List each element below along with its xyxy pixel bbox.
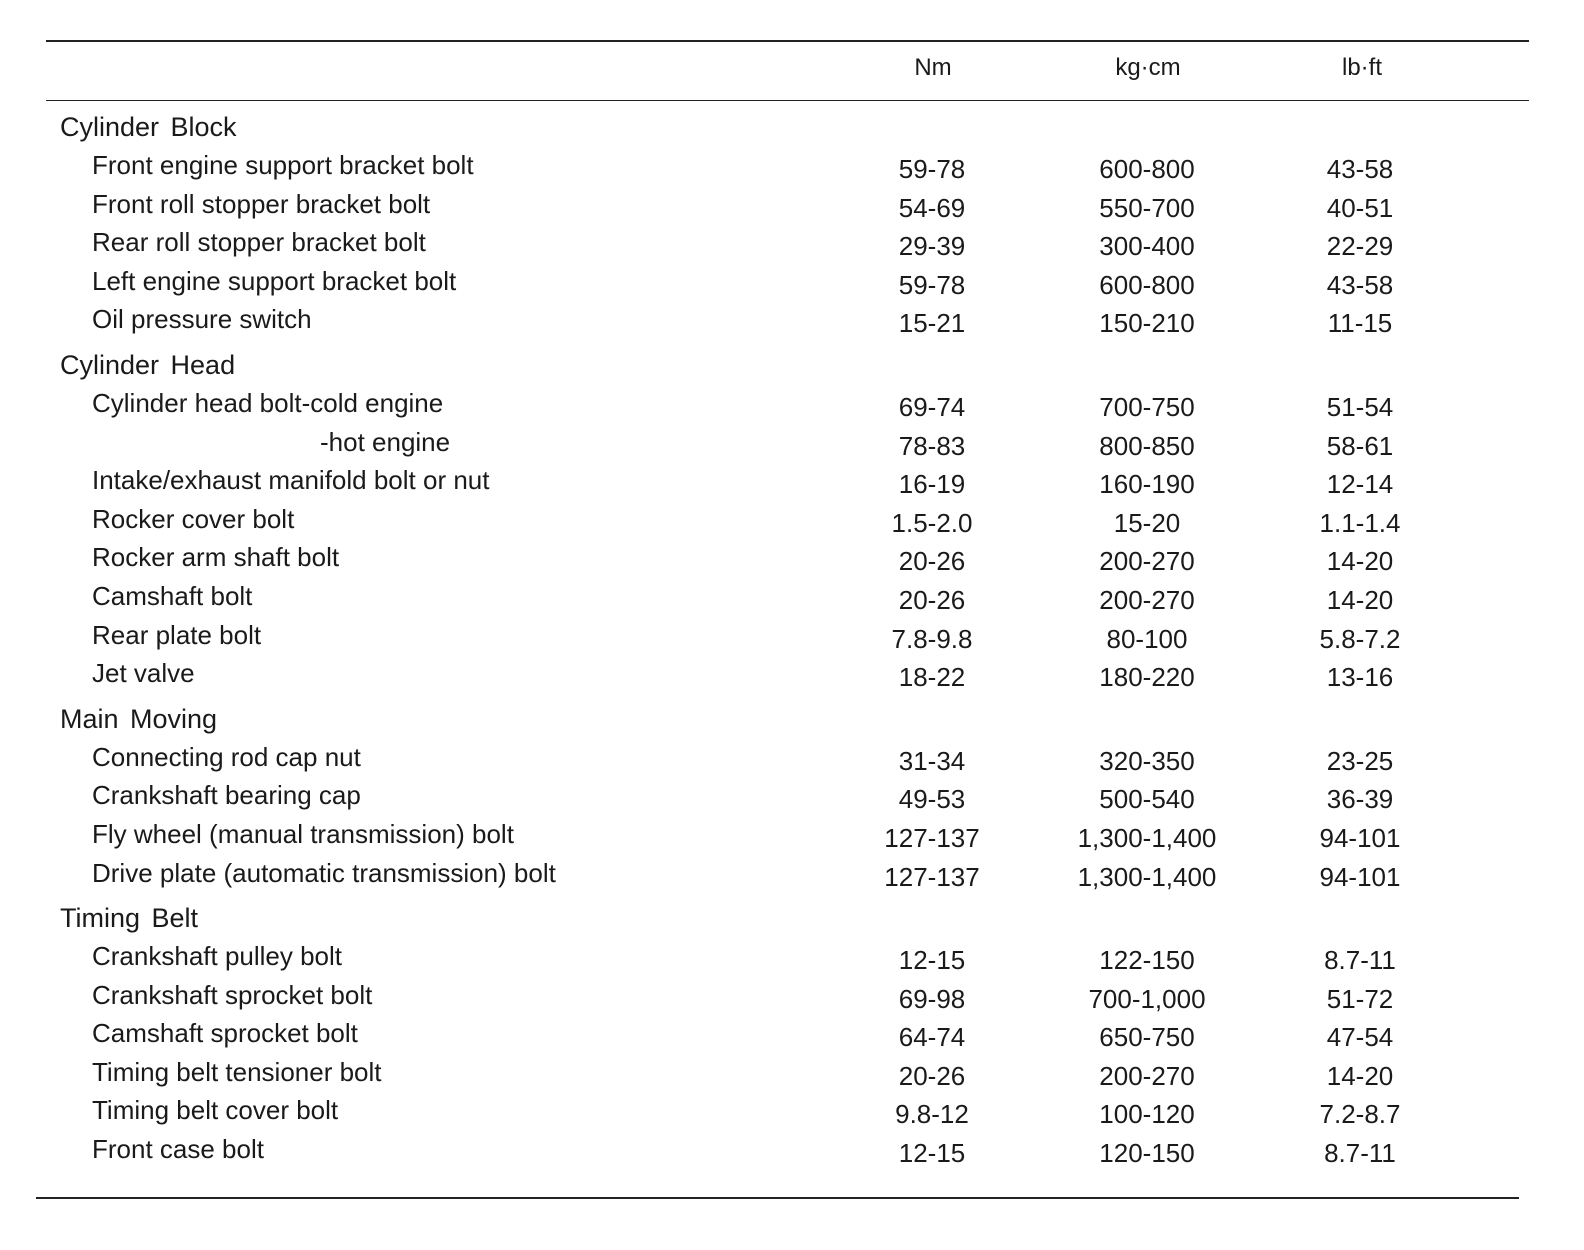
value-kgcm: 500-540 [1099,784,1195,815]
value-nm: 18-22 [898,662,966,693]
row-label: Front roll stopper bracket bolt [92,188,431,219]
row-label: Crankshaft bearing cap [92,780,361,811]
row-label: Left engine support bracket bolt [92,265,457,296]
value-kgcm: 120-150 [1099,1138,1195,1169]
table-row [0,616,1584,655]
row-label: Rocker arm shaft bolt [92,542,340,573]
value-kgcm: 1,300-1,400 [1077,861,1217,892]
table-row [0,500,1584,539]
value-lbft: 43-58 [1326,154,1394,184]
table-row [0,937,1584,976]
value-lbft: 14-20 [1326,1060,1394,1091]
value-lbft: 51-72 [1326,983,1394,1014]
row-label: Jet valve [92,658,195,689]
value-nm: 15-21 [898,308,966,339]
table-row [0,262,1584,301]
table-row [0,654,1584,693]
column-header-nm: Nm [914,54,952,81]
value-kgcm: 122-150 [1099,945,1195,976]
value-nm: 127-137 [884,822,980,853]
row-label: Front case bolt [92,1134,264,1165]
value-kgcm: 200-270 [1099,546,1195,577]
table-row [0,461,1584,500]
value-nm: 20-26 [898,546,966,577]
value-kgcm: 800-850 [1099,430,1195,461]
value-lbft: 5.8-7.2 [1319,623,1401,654]
value-kgcm: 150-210 [1099,308,1195,339]
value-kgcm: 160-190 [1099,469,1195,500]
value-kgcm: 300-400 [1099,231,1195,262]
row-label: Crankshaft sprocket bolt [92,979,373,1010]
value-lbft: 94-101 [1319,822,1401,853]
table-row [0,223,1584,262]
value-kgcm: 200-270 [1099,1060,1195,1091]
value-lbft: 58-61 [1326,430,1394,461]
table-row [0,1130,1584,1169]
section-title: Cylinder Block [60,112,237,142]
value-kgcm: 200-270 [1099,584,1195,615]
value-lbft: 13-16 [1326,662,1394,693]
table-row [0,776,1584,815]
row-label: Rear roll stopper bracket bolt [92,227,426,258]
value-lbft: 51-54 [1326,391,1394,422]
value-kgcm: 650-750 [1099,1022,1195,1053]
value-nm: 12-15 [898,1138,966,1169]
top-rule [46,40,1529,42]
table-row [0,423,1584,462]
table-row [0,1014,1584,1053]
value-nm: 16-19 [898,469,966,500]
value-nm: 54-69 [898,192,966,223]
row-label: Rocker cover bolt [92,503,295,534]
value-lbft: 14-20 [1326,584,1394,615]
value-kgcm: 600-800 [1099,269,1195,300]
row-label: Timing belt tensioner bolt [92,1056,382,1087]
row-label: -hot engine [320,426,451,457]
row-label: Drive plate (automatic transmission) bolt [92,857,556,888]
column-header-row [0,54,1584,84]
value-nm: 78-83 [898,430,966,461]
value-kgcm: 700-750 [1099,391,1195,422]
value-lbft: 94-101 [1319,861,1401,892]
row-label: Cylinder head bolt-cold engine [92,387,444,418]
value-nm: 59-78 [898,269,966,300]
value-lbft: 8.7-11 [1324,945,1396,976]
value-nm: 1.5-2.0 [891,507,973,538]
bottom-rule [36,1197,1519,1199]
table-row [0,384,1584,423]
value-lbft: 14-20 [1326,546,1394,577]
value-kgcm: 180-220 [1099,662,1195,693]
row-label: Fly wheel (manual transmission) bolt [92,818,514,849]
section-title: Main Moving [60,703,218,734]
table-row [0,146,1584,185]
section-title: Timing Belt [60,903,199,934]
row-label: Connecting rod cap nut [92,741,361,772]
table-row [0,185,1584,224]
value-nm: 29-39 [898,231,966,262]
value-lbft: 11-15 [1327,308,1393,339]
row-label: Crankshaft pulley bolt [92,941,343,972]
header-rule [46,100,1529,101]
value-nm: 127-137 [884,861,980,892]
row-label: Camshaft bolt [92,580,253,611]
table-row [0,577,1584,616]
column-header-kgcm: kg·cm [1115,54,1181,81]
row-label: Front engine support bracket bolt [92,150,474,180]
table-row [0,1091,1584,1130]
row-label: Timing belt cover bolt [92,1095,339,1126]
value-lbft: 1.1-1.4 [1319,507,1401,538]
row-label: Oil pressure switch [92,304,312,335]
value-nm: 20-26 [898,584,966,615]
table-row [0,538,1584,577]
value-lbft: 43-58 [1326,269,1394,300]
row-label: Camshaft sprocket bolt [92,1018,358,1049]
value-kgcm: 100-120 [1099,1099,1195,1130]
value-nm: 20-26 [898,1060,966,1091]
value-kgcm: 700-1,000 [1088,983,1206,1014]
value-lbft: 12-14 [1326,469,1394,500]
table-row [0,854,1584,893]
value-nm: 49-53 [898,784,966,815]
section-title: Cylinder Head [60,349,236,380]
table-row [0,976,1584,1015]
value-nm: 31-34 [898,745,966,776]
value-lbft: 40-51 [1326,192,1394,223]
value-kgcm: 1,300-1,400 [1077,822,1217,853]
value-nm: 64-74 [898,1022,966,1053]
table-row [0,1053,1584,1092]
value-nm: 69-98 [898,983,966,1014]
value-lbft: 22-29 [1326,231,1394,262]
value-lbft: 7.2-8.7 [1319,1099,1401,1130]
torque-table [0,108,1584,1169]
value-nm: 9.8-12 [895,1099,969,1130]
value-nm: 59-78 [898,154,966,184]
column-header-lbft: lb·ft [1341,54,1382,81]
value-lbft: 23-25 [1326,745,1394,776]
table-row [0,738,1584,777]
value-lbft: 47-54 [1326,1022,1394,1053]
row-label: Intake/exhaust manifold bolt or nut [92,465,490,496]
value-kgcm: 15-20 [1113,507,1181,538]
value-kgcm: 550-700 [1099,192,1195,223]
value-kgcm: 320-350 [1099,745,1195,776]
value-kgcm: 600-800 [1099,154,1195,184]
value-nm: 12-15 [898,945,966,976]
table-row [0,300,1584,339]
row-label: Rear plate bolt [92,619,262,650]
table-row [0,815,1584,854]
value-lbft: 36-39 [1326,784,1394,815]
value-nm: 69-74 [898,391,966,422]
value-nm: 7.8-9.8 [891,623,973,654]
value-kgcm: 80-100 [1106,623,1188,654]
value-lbft: 8.7-11 [1324,1138,1396,1169]
